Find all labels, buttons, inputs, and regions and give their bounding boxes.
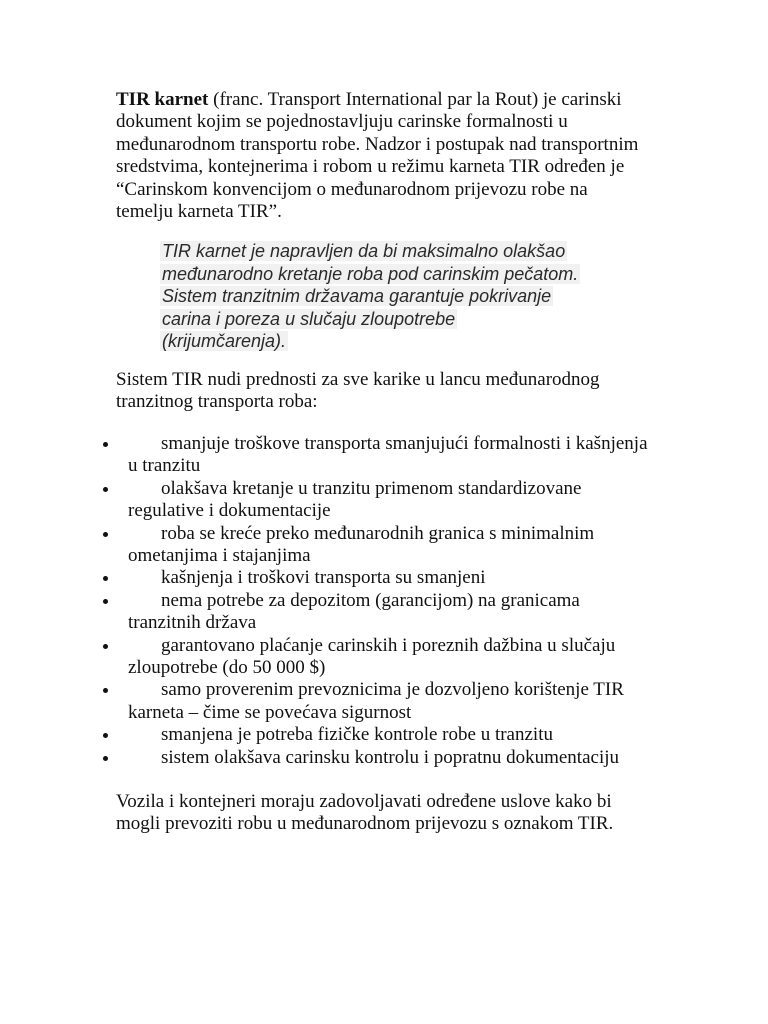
bullet-icon: [103, 599, 108, 604]
list-item-text: sistem olakšava carinsku kontrolu i popratnu dokumentaciju: [161, 746, 620, 768]
list-item-text: smanjena je potreba fizičke kontrole robe u tranzitu: [161, 724, 553, 746]
bullet-icon: [103, 733, 108, 738]
list-item: [0, 567, 648, 589]
quote-block: [160, 240, 580, 353]
bullet-icon: [103, 442, 108, 447]
list-item-text: kašnjenja i troškovi transporta su smanjeni: [161, 567, 486, 589]
list-item: [0, 635, 648, 680]
list-item: [0, 523, 648, 568]
list-item-text: samo proverenim prevoznicima je dozvoljeno korištenje TIR karneta – čime se povećava sigurnost: [128, 679, 624, 723]
list-item: [0, 679, 648, 724]
benefits-list: [0, 433, 768, 769]
benefits-lead-paragraph: Sistem TIR nudi prednosti za sve karike u lancu međunarodnog tranzitnog transporta roba:: [116, 369, 600, 413]
bullet-icon: [103, 756, 108, 761]
list-item: [0, 724, 648, 746]
bullet-icon: [103, 688, 108, 693]
intro-term: TIR karnet: [116, 89, 209, 110]
intro-text: (franc. Transport International par la Rout) je carinski dokument kojim se pojednostavljuju carinske formalnosti u međunarodnom transportu robe. Nadzor i postupak nad transportnim sredstvima, kontejnerima i robom u režimu karneta TIR određen je “Carinskom konvencijom o međunarodnom prijevozu robe na temelju karneta TIR”.: [116, 89, 639, 223]
list-item: [0, 747, 648, 769]
quote-text: TIR karnet je napravljen da bi maksimalno olakšao međunarodno kretanje roba pod carinskim pečatom. Sistem tranzitnim državama garantuje pokrivanje carina i poreza u slučaju zloupotrebe (krijumčarenja).: [162, 241, 579, 352]
list-item-text: roba se kreće preko međunarodnih granica s minimalnim ometanjima i stajanjima: [128, 522, 595, 567]
bullet-icon: [103, 576, 108, 581]
intro-paragraph: [116, 89, 646, 223]
list-item: [0, 478, 648, 523]
list-item: [0, 590, 648, 635]
list-item-text: nema potrebe za depozitom (garancijom) na granicama tranzitnih država: [128, 589, 580, 634]
list-item-text: garantovano plaćanje carinskih i poreznih dažbina u slučaju zloupotrebe (do 50 000 $): [128, 634, 616, 679]
list-item-text: olakšava kretanje u tranzitu primenom standardizovane regulative i dokumentacije: [128, 477, 582, 522]
list-item: [0, 433, 648, 478]
bullet-icon: [103, 487, 108, 492]
bullet-icon: [103, 532, 108, 537]
bullet-icon: [103, 644, 108, 649]
closing-paragraph: Vozila i kontejneri moraju zadovoljavati određene uslove kako bi mogli prevoziti robu u međunarodnom prijevozu s oznakom TIR.: [116, 791, 614, 835]
list-item-text: smanjuje troškove transporta smanjujući formalnosti i kašnjenja u tranzitu: [128, 433, 648, 477]
